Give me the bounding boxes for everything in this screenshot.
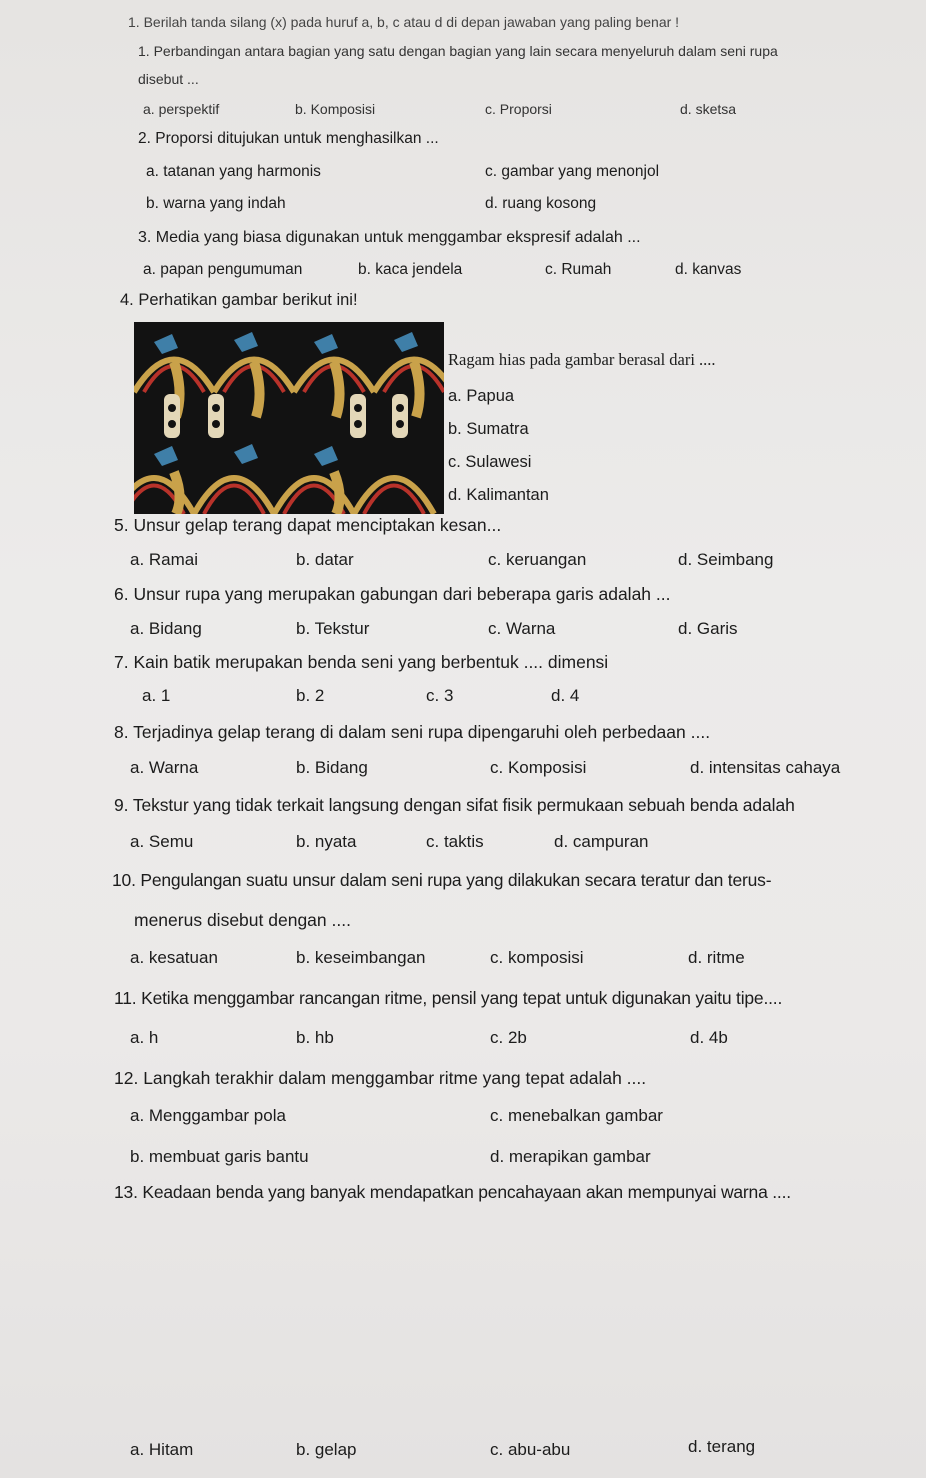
question-5-stem: 5. Unsur gelap terang dapat menciptakan kesan... [114, 515, 502, 535]
question-1-stem: 1. Perbandingan antara bagian yang satu dengan bagian yang lain secara menyeluruh dalam seni rupa [138, 43, 778, 59]
q12-option-c[interactable]: c. menebalkan gambar [490, 1106, 663, 1125]
q7-option-a[interactable]: a. 1 [142, 686, 171, 705]
q13-option-a[interactable]: a. Hitam [130, 1440, 194, 1459]
question-7-stem: 7. Kain batik merupakan benda seni yang berbentuk .... dimensi [114, 652, 609, 672]
q12-option-a[interactable]: a. Menggambar pola [130, 1106, 286, 1125]
q3-option-d[interactable]: d. kanvas [675, 261, 742, 278]
question-10-stem: 10. Pengulangan suatu unsur dalam seni rupa yang dilakukan secara teratur dan terus- [112, 870, 772, 890]
q6-option-a[interactable]: a. Bidang [130, 619, 202, 638]
q3-option-a[interactable]: a. papan pengumuman [143, 261, 303, 278]
q1-option-b[interactable]: b. Komposisi [295, 101, 376, 117]
q13-option-b[interactable]: b. gelap [296, 1440, 357, 1459]
q5-option-b[interactable]: b. datar [296, 550, 354, 569]
q4-option-a[interactable]: a. Papua [448, 387, 515, 405]
q9-option-a[interactable]: a. Semu [130, 832, 194, 851]
q10-option-a[interactable]: a. kesatuan [130, 948, 218, 967]
question-11-stem: 11. Ketika menggambar rancangan ritme, pensil yang tepat untuk digunakan yaitu tipe.... [114, 988, 783, 1008]
question-13-stem: 13. Keadaan benda yang banyak mendapatkan pencahayaan akan mempunyai warna .... [114, 1182, 791, 1202]
q11-option-d[interactable]: d. 4b [690, 1028, 728, 1047]
q13-option-d[interactable]: d. terang [688, 1437, 756, 1456]
q5-option-a[interactable]: a. Ramai [130, 550, 199, 569]
q2-option-b[interactable]: b. warna yang indah [146, 195, 286, 212]
q2-option-a[interactable]: a. tatanan yang harmonis [146, 163, 321, 180]
q8-option-c[interactable]: c. Komposisi [490, 758, 587, 777]
q1-option-a[interactable]: a. perspektif [143, 101, 220, 117]
q4-option-d[interactable]: d. Kalimantan [448, 486, 549, 504]
q10-option-b[interactable]: b. keseimbangan [296, 948, 426, 967]
question-4-stem: 4. Perhatikan gambar berikut ini! [120, 291, 358, 309]
q5-option-c[interactable]: c. keruangan [488, 550, 587, 569]
q7-option-b[interactable]: b. 2 [296, 686, 325, 705]
q11-option-c[interactable]: c. 2b [490, 1028, 527, 1047]
q10-option-c[interactable]: c. komposisi [490, 948, 584, 967]
q9-option-d[interactable]: d. campuran [554, 832, 649, 851]
q4-option-b[interactable]: b. Sumatra [448, 420, 529, 438]
q6-option-d[interactable]: d. Garis [678, 619, 738, 638]
q13-option-c[interactable]: c. abu-abu [490, 1440, 571, 1459]
q7-option-d[interactable]: d. 4 [551, 686, 580, 705]
q1-option-c[interactable]: c. Proporsi [485, 101, 552, 117]
question-9-stem: 9. Tekstur yang tidak terkait langsung dengan sifat fisik permukaan sebuah benda adalah [114, 795, 795, 815]
q6-option-b[interactable]: b. Tekstur [296, 619, 370, 638]
q9-option-c[interactable]: c. taktis [426, 832, 484, 851]
question-8-stem: 8. Terjadinya gelap terang di dalam seni rupa dipengaruhi oleh perbedaan .... [114, 722, 711, 742]
question-2-stem: 2. Proporsi ditujukan untuk menghasilkan ... [138, 130, 439, 147]
q9-option-b[interactable]: b. nyata [296, 832, 357, 851]
q8-option-b[interactable]: b. Bidang [296, 758, 368, 777]
question-4-side-text: Ragam hias pada gambar berasal dari .... [448, 350, 716, 369]
q6-option-c[interactable]: c. Warna [488, 619, 556, 638]
q7-option-c[interactable]: c. 3 [426, 686, 454, 705]
q3-option-c[interactable]: c. Rumah [545, 261, 612, 278]
q11-option-b[interactable]: b. hb [296, 1028, 334, 1047]
q1-option-d[interactable]: d. sketsa [680, 101, 737, 117]
question-10-stem-cont: menerus disebut dengan .... [134, 910, 351, 930]
q8-option-a[interactable]: a. Warna [130, 758, 199, 777]
question-12-stem: 12. Langkah terakhir dalam menggambar ritme yang tepat adalah .... [114, 1068, 647, 1088]
question-6-stem: 6. Unsur rupa yang merupakan gabungan dari beberapa garis adalah ... [114, 584, 671, 604]
q8-option-d[interactable]: d. intensitas cahaya [690, 758, 841, 777]
question-3-stem: 3. Media yang biasa digunakan untuk menggambar ekspresif adalah ... [138, 229, 641, 246]
question-1-stem-cont: disebut ... [138, 71, 199, 87]
q4-option-c[interactable]: c. Sulawesi [448, 453, 532, 471]
q11-option-a[interactable]: a. h [130, 1028, 159, 1047]
q2-option-d[interactable]: d. ruang kosong [485, 195, 597, 212]
q12-option-d[interactable]: d. merapikan gambar [490, 1147, 651, 1166]
q10-option-d[interactable]: d. ritme [688, 948, 745, 967]
q3-option-b[interactable]: b. kaca jendela [358, 261, 463, 278]
ornament-motif-image [134, 322, 444, 514]
q12-option-b[interactable]: b. membuat garis bantu [130, 1147, 309, 1166]
q2-option-c[interactable]: c. gambar yang menonjol [485, 163, 660, 180]
q5-option-d[interactable]: d. Seimbang [678, 550, 774, 569]
instruction-text: 1. Berilah tanda silang (x) pada huruf a, b, c atau d di depan jawaban yang paling benar ! [128, 14, 680, 30]
